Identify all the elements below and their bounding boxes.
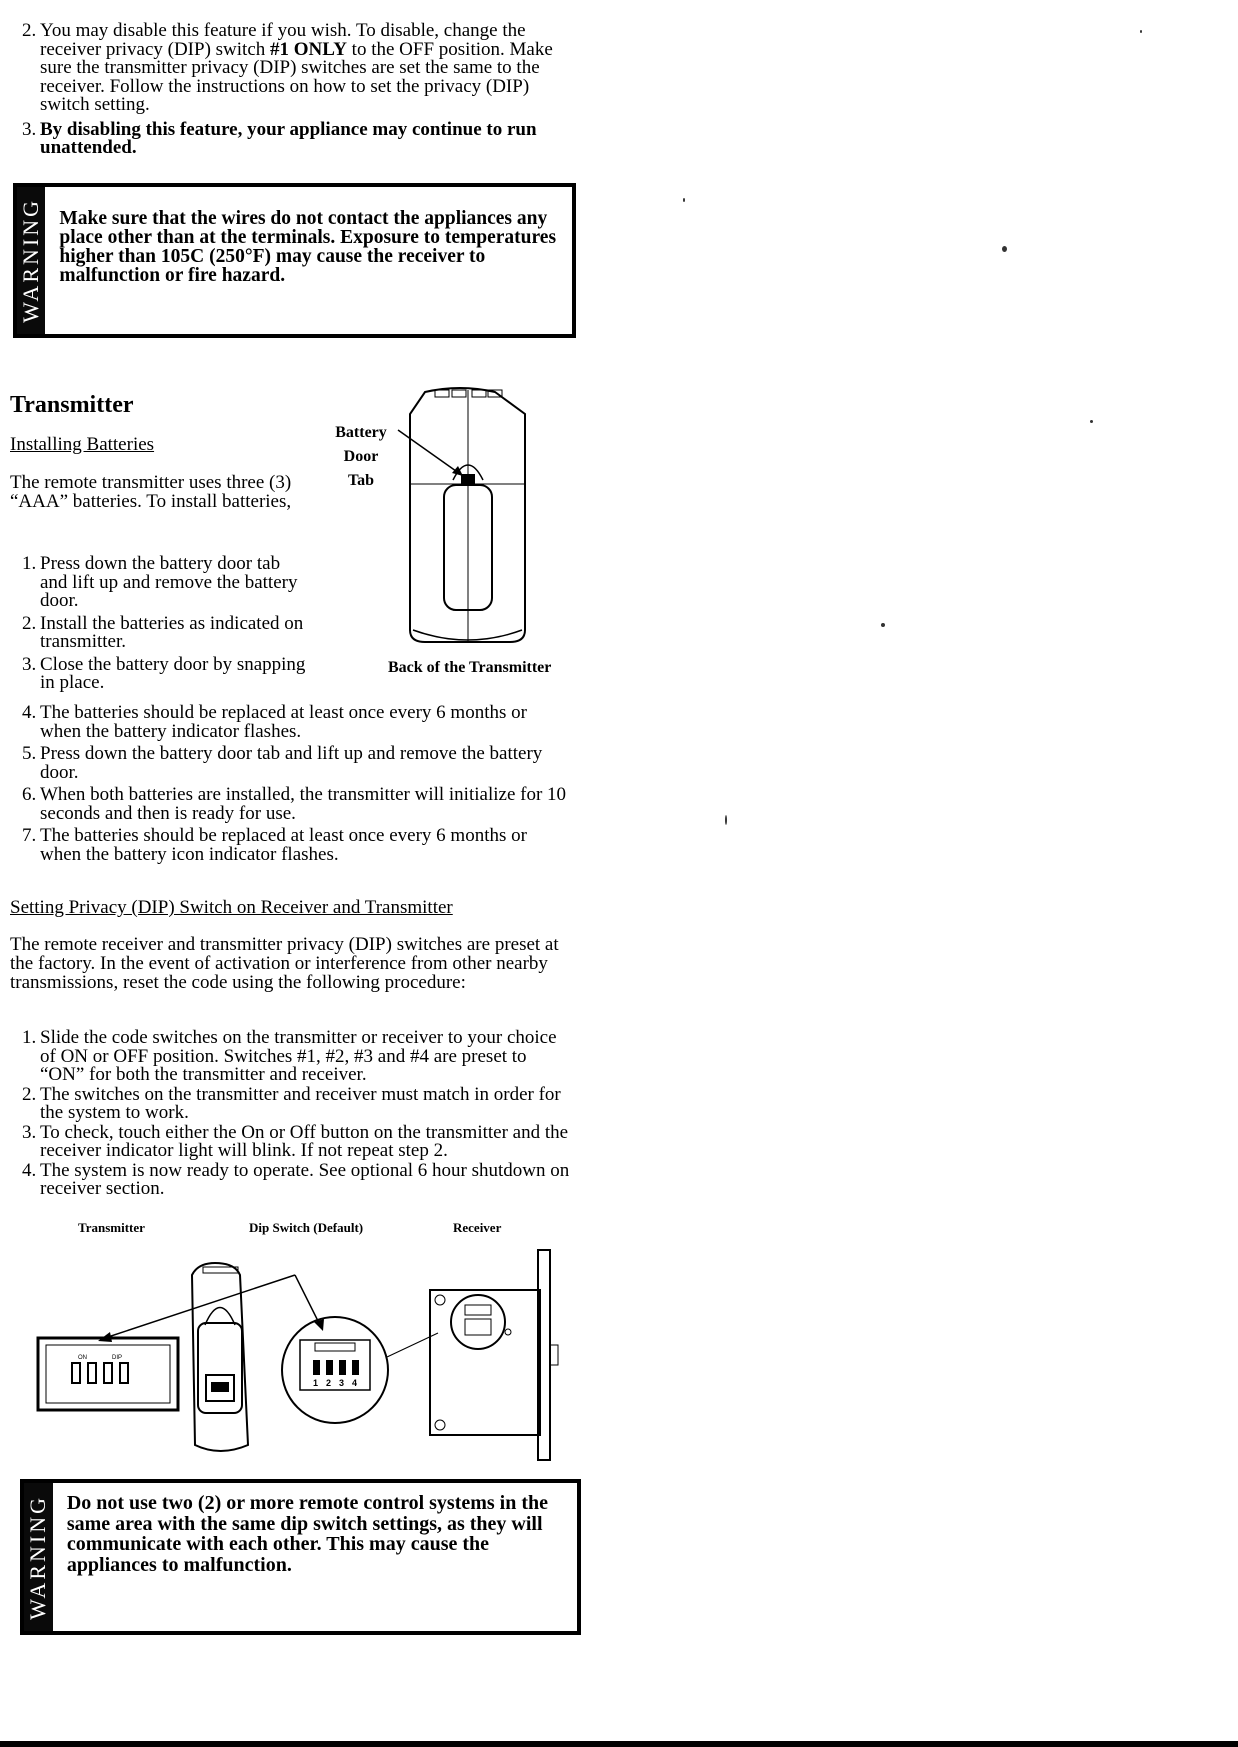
battery-steps-narrow <box>10 555 310 697</box>
list-item: 3. By disabling this feature, your appliance may continue to run unattended. <box>22 118 537 158</box>
scan-speck <box>1002 246 1007 252</box>
scan-speck <box>725 815 727 825</box>
list-item: 2. The switches on the transmitter and receiver must match in order for the system to work. <box>22 1083 561 1123</box>
list-item: 4. The batteries should be replaced at least once every 6 months or when the battery indicator flashes. <box>22 702 527 742</box>
warning-box-dip-settings <box>20 1479 581 1635</box>
warning-side-label: WARNING <box>24 1483 53 1631</box>
section-heading-transmitter: Transmitter <box>10 392 134 418</box>
list-item: 5. Press down the battery door tab and lift up and remove the battery door. <box>22 743 543 783</box>
battery-steps-wide <box>10 704 570 868</box>
list-item: 3. To check, touch either the On or Off button on the transmitter and the receiver indicator light will blink. If not repeat step 2. <box>22 1121 569 1161</box>
callout-battery-door-tab: Battery Door Tab <box>335 424 387 489</box>
list-item: 6. When both batteries are installed, the transmitter will initialize for 10 seconds and then is ready for use. <box>22 784 567 824</box>
warning-side-label: WARNING <box>17 187 45 334</box>
dip-number-1: 1 <box>313 1378 319 1388</box>
list-item: 2. You may disable this feature if you wish. To disable, change the receiver privacy (DIP) switch #1 ONLY to the OFF position. Make sure the transmitter privacy (DIP) switches are set the same to the receiver. Follow the instructions on how to set the privacy (DIP) switch setting. <box>22 20 553 115</box>
list-item: 1. Press down the battery door tab and lift up and remove the battery door. <box>22 553 298 611</box>
subheading-installing-batteries: Installing Batteries <box>10 434 155 455</box>
list-item: 7. The batteries should be replaced at least once every 6 months or when the battery icon indicator flashes. <box>22 825 527 865</box>
diagram-label-dip: Dip Switch (Default) <box>249 1220 364 1235</box>
tx-dip-label: DIP <box>112 1355 123 1361</box>
dip-number-3: 3 <box>339 1378 345 1388</box>
privacy-intro: The remote receiver and transmitter privacy (DIP) switches are preset at the factory. In the event of activation or interference from other nearby transmissions, reset the code using the following procedure: <box>10 934 559 993</box>
dip-switch-diagram <box>30 1245 570 1465</box>
intro-list <box>10 22 555 162</box>
transmitter-back-figure <box>380 380 540 650</box>
figure-caption: Back of the Transmitter <box>388 659 552 676</box>
dip-number-4: 4 <box>352 1378 358 1388</box>
scan-speck <box>683 198 685 202</box>
diagram-label-transmitter: Transmitter <box>78 1220 145 1235</box>
scan-speck <box>1140 30 1142 33</box>
dip-switches <box>313 1360 359 1375</box>
dip-number-2: 2 <box>326 1378 332 1388</box>
warning-text: Do not use two (2) or more remote control systems in the same area with the same dip switch settings, as they will communicate with each other. This may cause the appliances to malfunction. <box>66 1492 549 1576</box>
scan-bottom-edge <box>0 1741 1238 1747</box>
subheading-privacy-switch: Setting Privacy (DIP) Switch on Receiver and Transmitter <box>10 897 453 918</box>
list-item: 3. Close the battery door by snapping in place. <box>22 653 306 693</box>
scan-speck <box>881 623 885 627</box>
list-item: 1. Slide the code switches on the transmitter or receiver to your choice of ON or OFF position. Switches #1, #2, #3 and #4 are preset to “ON” for both the transmitter and receiver. <box>22 1027 557 1085</box>
warning-box-wires <box>13 183 576 338</box>
diagram-label-receiver: Receiver <box>453 1220 502 1235</box>
warning-text: Make sure that the wires do not contact the appliances any place other than at the terminals. Exposure to temperatures higher than 105C (250°F) may cause the receiver to malfunction or fire hazard. <box>59 208 557 286</box>
tx-on-label: ON <box>78 1355 87 1361</box>
list-item: 2. Install the batteries as indicated on transmitter. <box>22 612 304 652</box>
transmitter-switches <box>72 1363 128 1383</box>
batteries-intro: The remote transmitter uses three (3) “AAA” batteries. To install batteries, <box>10 472 292 512</box>
privacy-steps <box>10 1029 570 1200</box>
scan-speck <box>1090 420 1093 423</box>
list-item: 4. The system is now ready to operate. See optional 6 hour shutdown on receiver section. <box>22 1159 570 1199</box>
